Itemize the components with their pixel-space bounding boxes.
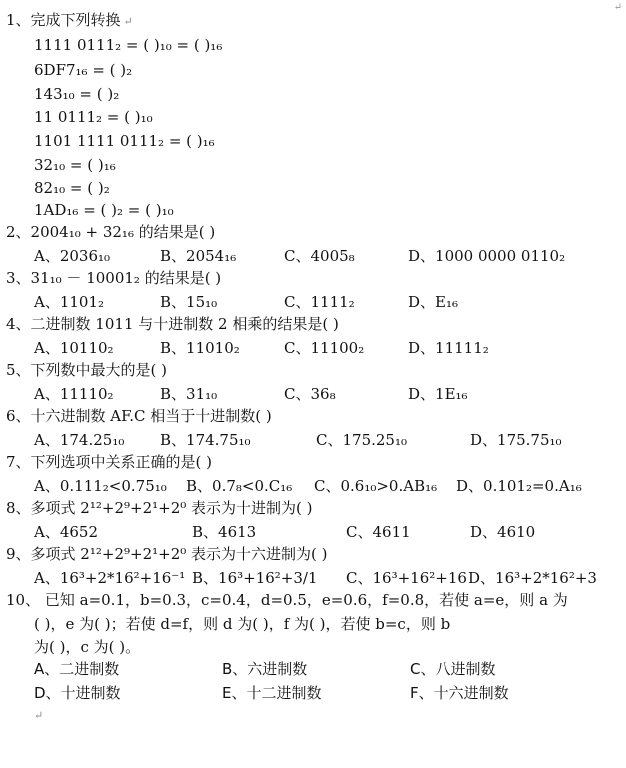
q10-line-2: ( )，e 为( )；若使 d=f，则 d 为( )，f 为( )，若使 b=c，则 b <box>34 615 451 633</box>
q1-line-5: 1101 1111 0111₂ = ( )₁₆ <box>34 132 215 150</box>
q8-option-b: B、4613 <box>192 523 257 541</box>
q6-option-c: C、175.25₁₀ <box>316 431 407 449</box>
q10-option-e: E、十二进制数 <box>222 684 322 702</box>
q9-option-c: C、16³+16²+16 <box>346 569 467 587</box>
q7-option-b: B、0.7₈<0.C₁₆ <box>186 477 293 495</box>
q7-title: 7、下列选项中关系正确的是( ) <box>6 453 213 471</box>
q1-line-7: 82₁₀ = ( )₂ <box>34 179 110 197</box>
q6-option-d: D、175.75₁₀ <box>470 431 562 449</box>
q10-line-3: 为( )，c 为( )。 <box>34 638 141 656</box>
q2-option-b: B、2054₁₆ <box>160 247 237 265</box>
q5-option-a: A、11110₂ <box>34 385 114 403</box>
q8-option-d: D、4610 <box>470 523 536 541</box>
q8-title: 8、多项式 2¹²+2⁹+2¹+2⁰ 表示为十进制为( ) <box>6 499 313 517</box>
q5-option-c: C、36₈ <box>284 385 336 403</box>
q7-option-a: A、0.111₂<0.75₁₀ <box>34 477 167 495</box>
q8-option-c: C、4611 <box>346 523 411 541</box>
q4-option-c: C、11100₂ <box>284 339 365 357</box>
q3-option-a: A、1101₂ <box>34 293 105 311</box>
q1-line-4: 11 0111₂ = ( )₁₀ <box>34 108 153 126</box>
q9-option-d: D、16³+2*16²+3 <box>468 569 597 587</box>
q5-option-b: B、31₁₀ <box>160 385 218 403</box>
q10-line-1: 10、 已知 a=0.1，b=0.3，c=0.4，d=0.5，e=0.6，f=0.8，若使 a=e，则 a 为 <box>6 591 568 609</box>
q10-option-f: F、十六进制数 <box>410 684 509 702</box>
q4-option-d: D、11111₂ <box>408 339 489 357</box>
q9-option-a: A、16³+2*16²+16⁻¹ <box>34 569 186 587</box>
q4-option-a: A、10110₂ <box>34 339 114 357</box>
q7-option-d: D、0.101₂=0.A₁₆ <box>456 477 582 495</box>
q5-title: 5、下列数中最大的是( ) <box>6 361 168 379</box>
q9-title: 9、多项式 2¹²+2⁹+2¹+2⁰ 表示为十六进制为( ) <box>6 545 328 563</box>
q10-option-b: B、六进制数 <box>222 660 308 678</box>
q1-line-1: 1111 0111₂ = ( )₁₀ = ( )₁₆ <box>34 36 223 54</box>
corner-mark: ↵ <box>613 2 622 13</box>
q3-option-d: D、E₁₆ <box>408 293 459 311</box>
q2-option-c: C、4005₈ <box>284 247 355 265</box>
q3-option-c: C、1111₂ <box>284 293 355 311</box>
q1-line-2: 6DF7₁₆ = ( )₂ <box>34 61 133 79</box>
q9-option-b: B、16³+16²+3/1 <box>192 569 318 587</box>
q6-option-a: A、174.25₁₀ <box>34 431 125 449</box>
q6-title: 6、十六进制数 AF.C 相当于十进制数( ) <box>6 407 272 425</box>
q3-title: 3、31₁₀ － 10001₂ 的结果是( ) <box>6 269 222 287</box>
q7-option-c: C、0.6₁₀>0.AB₁₆ <box>314 477 438 495</box>
q10-option-a: A、二进制数 <box>34 660 120 678</box>
end-mark: ↵ <box>34 709 44 722</box>
q4-option-b: B、11010₂ <box>160 339 240 357</box>
q1-title: 1、完成下列转换 ↵ <box>6 11 133 29</box>
q1-line-3: 143₁₀ = ( )₂ <box>34 85 120 103</box>
q2-option-a: A、2036₁₀ <box>34 247 111 265</box>
q1-line-8: 1AD₁₆ = ( )₂ = ( )₁₀ <box>34 201 174 219</box>
q8-option-a: A、4652 <box>34 523 99 541</box>
q4-title: 4、二进制数 1011 与十进制数 2 相乘的结果是( ) <box>6 315 339 333</box>
q10-option-d: D、十进制数 <box>34 684 121 702</box>
q10-option-c: C、八进制数 <box>410 660 496 678</box>
q2-option-d: D、1000 0000 0110₂ <box>408 247 566 265</box>
q2-title: 2、2004₁₀ + 32₁₆ 的结果是( ) <box>6 223 216 241</box>
q1-line-6: 32₁₀ = ( )₁₆ <box>34 156 116 174</box>
q6-option-b: B、174.75₁₀ <box>160 431 251 449</box>
q5-option-d: D、1E₁₆ <box>408 385 468 403</box>
q3-option-b: B、15₁₀ <box>160 293 218 311</box>
